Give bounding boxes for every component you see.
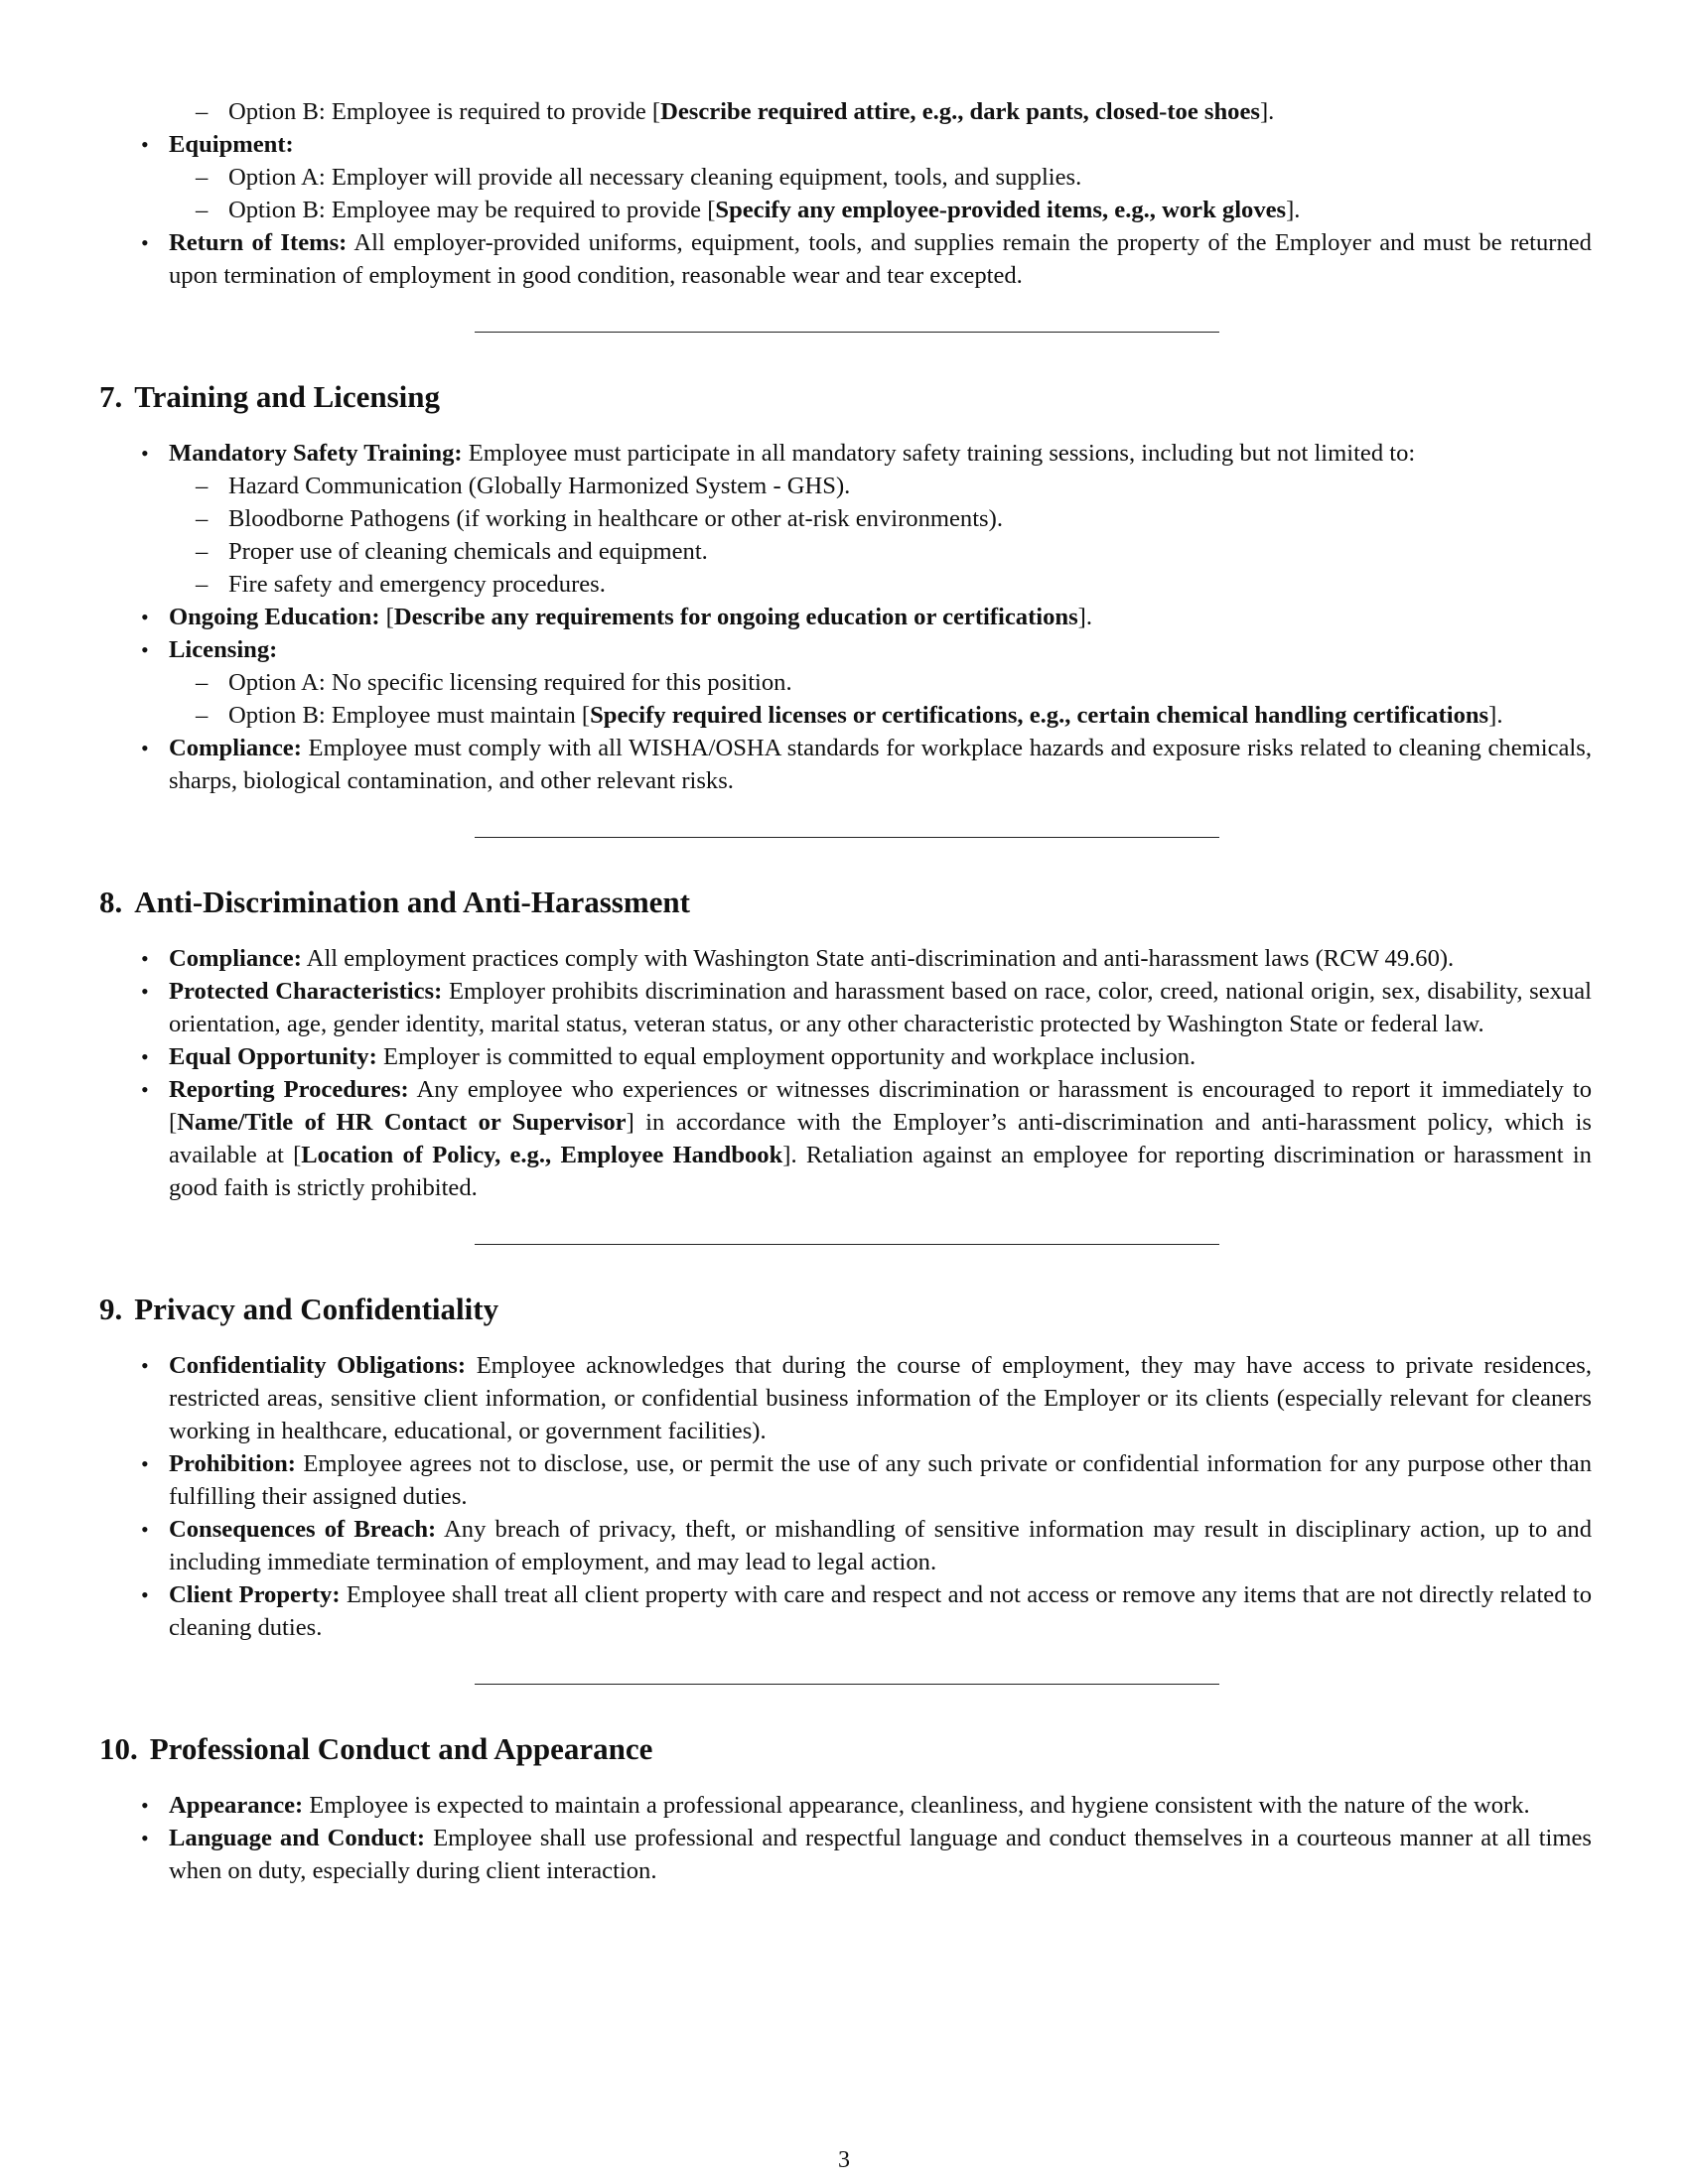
equipment-label: Equipment: [169, 131, 294, 158]
list-item-attire-continued [99, 95, 1592, 128]
training-item: – Proper use of cleaning chemicals and equipment. [169, 535, 1592, 568]
list-item-equipment [99, 128, 1592, 226]
section-divider [475, 1244, 1219, 1245]
attire-option-b: – Option B: Employee is required to provide [Describe required attire, e.g., dark pants, closed-toe shoes]. [169, 95, 1592, 128]
list-item-confidentiality-obligations: • Confidentiality Obligations: Employee acknowledges that during the course of employment, they may have access to private residences, restricted areas, sensitive client information, or confidential business information of the Employer or its clients (especially relevant for cleaners working in healthcare, educational, or government facilities). [99, 1349, 1592, 1447]
list-item-reporting-procedures: • Reporting Procedures: Any employee who experiences or witnesses discrimination or harassment is encouraged to report it immediately to [Name/Title of HR Contact or Supervisor] in accordance with the Employer’s anti-discrimination and anti-harassment policy, which is available at [Location of Policy, e.g., Employee Handbook]. Retaliation against an employee for reporting discrimination or harassment in good faith is strictly prohibited. [99, 1073, 1592, 1204]
training-item: – Fire safety and emergency procedures. [169, 568, 1592, 601]
section-heading-9: 9. Privacy and Confidentiality [99, 1292, 499, 1326]
section-divider [475, 837, 1219, 838]
section-9-list [99, 1349, 1592, 1644]
licensing-option-a: – Option A: No specific licensing required for this position. [169, 666, 1592, 699]
page-number: 3 [838, 2147, 850, 2173]
section-6-continued-list [99, 95, 1592, 292]
list-item-compliance: • Compliance: Employee must comply with all WISHA/OSHA standards for workplace hazards and exposure risks related to cleaning chemicals, sharps, biological contamination, and other relevant risks. [99, 732, 1592, 797]
training-item: – Hazard Communication (Globally Harmonized System - GHS). [169, 470, 1592, 502]
list-item-mandatory-safety-training: • Mandatory Safety Training: Employee must participate in all mandatory safety training sessions, including but not limited to: – Hazard Communication (Globally Harmonized System - GHS). – Bloodborne Pathogens (if working in healthcare or other at-risk environments). – Proper use of cleaning chemicals and equipment. – Fire safety and emergency procedures. [99, 437, 1592, 601]
list-item-licensing: • Licensing: – Option A: No specific licensing required for this position. – Option B: Employee must maintain [Specify required licenses or certifications, e.g., certain chemical handling certifications]. [99, 633, 1592, 732]
section-divider [475, 332, 1219, 333]
return-label: Return of Items: [169, 229, 348, 256]
section-10-list [99, 1789, 1592, 1887]
section-heading-10: 10. Professional Conduct and Appearance [99, 1731, 653, 1766]
list-item-appearance: • Appearance: Employee is expected to maintain a professional appearance, cleanliness, and hygiene consistent with the nature of the work. [99, 1789, 1592, 1822]
list-item-equal-opportunity: • Equal Opportunity: Employer is committed to equal employment opportunity and workplace inclusion. [99, 1040, 1592, 1073]
document-page [99, 95, 1592, 1887]
list-item-language-and-conduct: • Language and Conduct: Employee shall use professional and respectful language and conduct themselves in a courteous manner at all times when on duty, especially during client interaction. [99, 1822, 1592, 1887]
licensing-options-list [169, 666, 1592, 732]
equipment-option-b: – Option B: Employee may be required to provide [Specify any employee-provided items, e.g., work gloves]. [169, 194, 1592, 226]
attire-options-list [169, 95, 1592, 128]
return-text: All employer-provided uniforms, equipment, tools, and supplies remain the property of the Employer and must be returned upon termination of employment in good condition, reasonable wear and tear excepted. [169, 229, 1592, 289]
section-heading-8: 8. Anti-Discrimination and Anti-Harassment [99, 885, 690, 919]
list-item-protected-characteristics: • Protected Characteristics: Employer prohibits discrimination and harassment based on race, color, creed, national origin, sex, disability, sexual orientation, age, gender identity, marital status, veteran status, or any other characteristic protected by Washington State or federal law. [99, 975, 1592, 1040]
list-item-compliance: • Compliance: All employment practices comply with Washington State anti-discrimination and anti-harassment laws (RCW 49.60). [99, 942, 1592, 975]
equipment-option-a: – Option A: Employer will provide all necessary cleaning equipment, tools, and supplies. [169, 161, 1592, 194]
licensing-option-b: – Option B: Employee must maintain [Specify required licenses or certifications, e.g., certain chemical handling certifications]. [169, 699, 1592, 732]
section-7-list [99, 437, 1592, 797]
list-item-consequences-of-breach: • Consequences of Breach: Any breach of privacy, theft, or mishandling of sensitive information may result in disciplinary action, up to and including immediate termination of employment, and may lead to legal action. [99, 1513, 1592, 1578]
list-item-return-of-items [99, 226, 1592, 292]
list-item-client-property: • Client Property: Employee shall treat all client property with care and respect and not access or remove any items that are not directly related to cleaning duties. [99, 1578, 1592, 1644]
list-item-ongoing-education: • Ongoing Education: [Describe any requirements for ongoing education or certifications]. [99, 601, 1592, 633]
training-items-list [169, 470, 1592, 601]
training-item: – Bloodborne Pathogens (if working in healthcare or other at-risk environments). [169, 502, 1592, 535]
list-item-prohibition: • Prohibition: Employee agrees not to disclose, use, or permit the use of any such private or confidential information for any purpose other than fulfilling their assigned duties. [99, 1447, 1592, 1513]
equipment-options-list [169, 161, 1592, 226]
section-divider [475, 1684, 1219, 1685]
section-8-list [99, 942, 1592, 1204]
section-heading-7: 7. Training and Licensing [99, 379, 441, 414]
